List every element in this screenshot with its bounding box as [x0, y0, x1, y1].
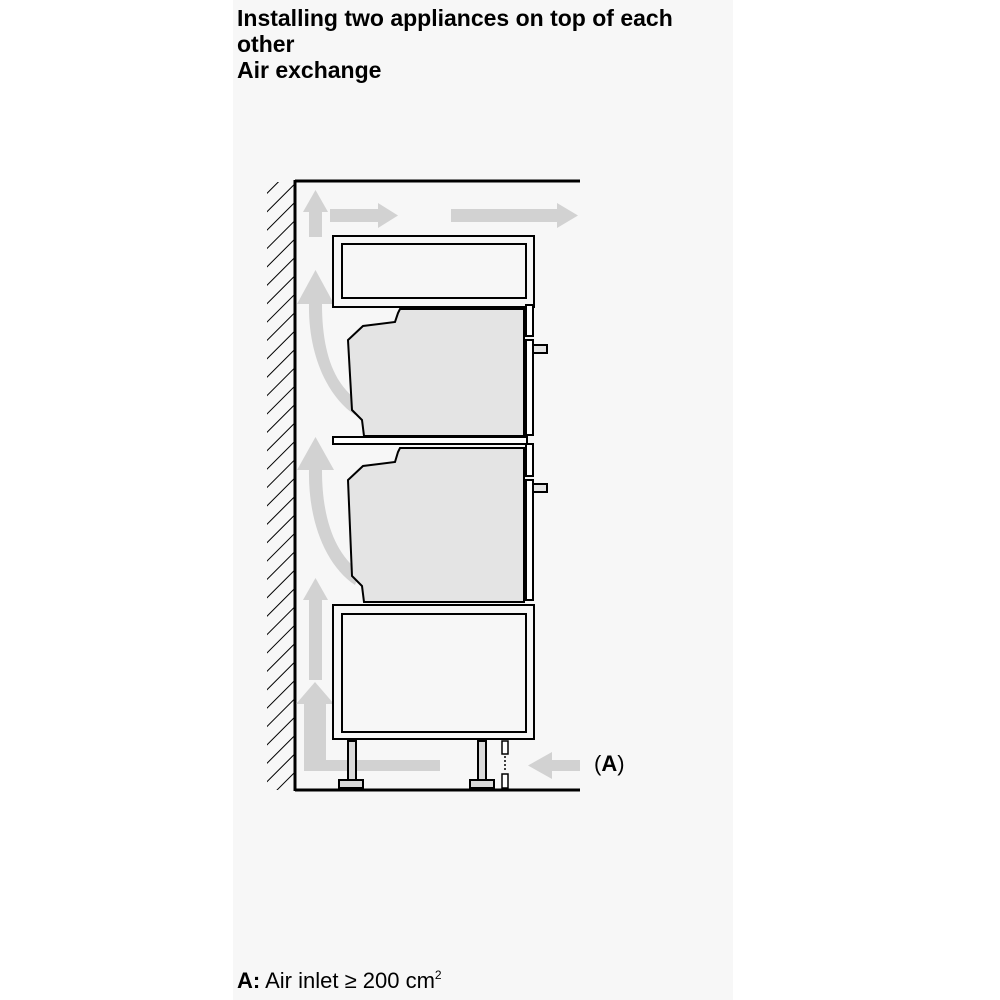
- plinth-vent: [502, 741, 508, 788]
- title-line-3: Air exchange: [237, 57, 382, 83]
- upper-cabinet: [333, 236, 534, 307]
- lower-cabinet: [333, 605, 534, 739]
- legend-superscript: 2: [434, 968, 442, 982]
- lower-oven-icon: [348, 444, 547, 602]
- legend-air-inlet: [237, 967, 442, 995]
- hatched-wall-icon: [267, 180, 295, 791]
- corner-airflow-arrow-icon: [303, 190, 398, 237]
- legend-key: A:: [237, 968, 261, 993]
- callout-a-label: (A): [594, 751, 625, 776]
- legend-text: Air inlet ≥ 200 cm: [260, 968, 435, 993]
- middle-shelf: [333, 437, 527, 444]
- rising-airflow-arrow-icon: [303, 578, 328, 680]
- upper-oven-icon: [348, 305, 547, 436]
- exhaust-arrow-icon: [451, 203, 578, 228]
- inlet-arrow-icon: [528, 752, 580, 779]
- title-line-1: Installing two appliances on top of each: [237, 5, 673, 31]
- title-line-2: other: [237, 31, 295, 57]
